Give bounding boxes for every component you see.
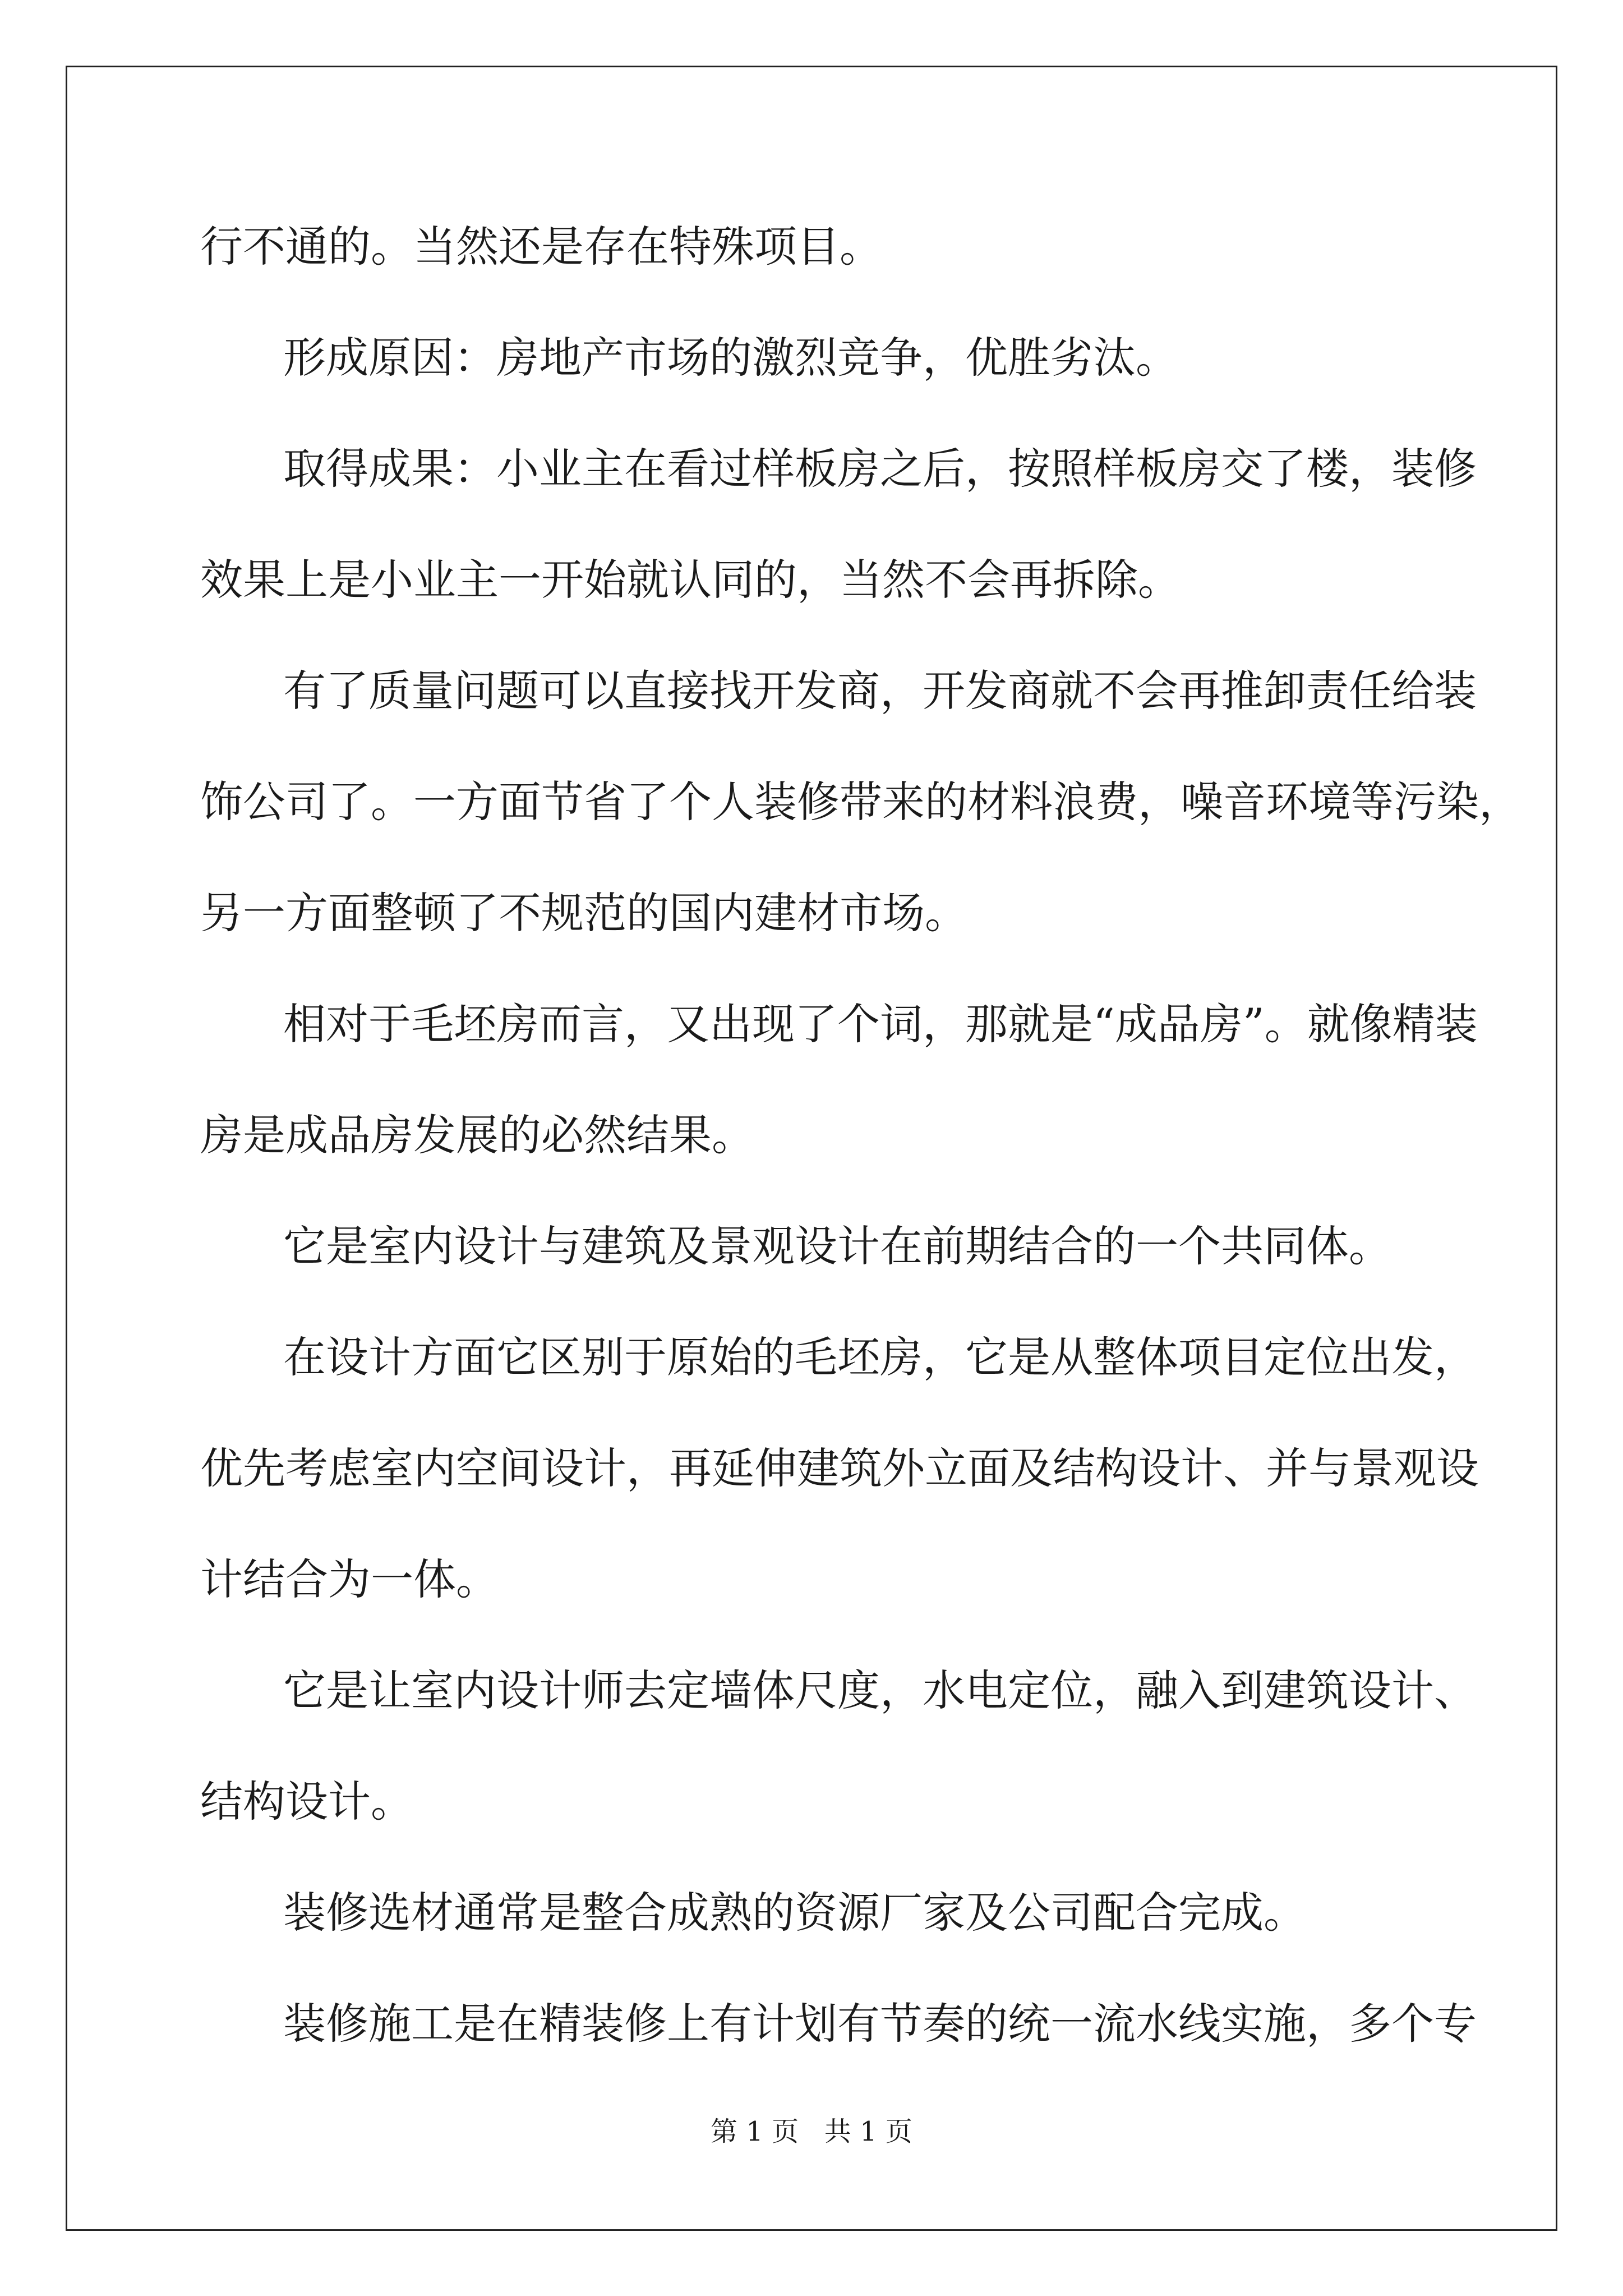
text-line: 有了质量问题可以直接找开发商，开发商就不会再推卸责任给装 xyxy=(283,666,1477,716)
text-line: 它是让室内设计师去定墙体尺度，水电定位，融入到建筑设计、 xyxy=(283,1665,1477,1715)
text-line: 结构设计。 xyxy=(200,1777,413,1826)
text-line: 装修施工是在精装修上有计划有节奏的统一流水线实施，多个专 xyxy=(283,1999,1477,2049)
text-line: 形成原因：房地产市场的激烈竞争，优胜劣汰。 xyxy=(283,333,1178,383)
text-line: 装修选材通常是整合成熟的资源厂家及公司配合完成。 xyxy=(283,1888,1306,1938)
text-line: 计结合为一体。 xyxy=(200,1554,499,1604)
text-line: 在设计方面它区别于原始的毛坯房，它是从整体项目定位出发， xyxy=(283,1332,1477,1382)
text-line: 另一方面整顿了不规范的国内建材市场。 xyxy=(200,888,967,938)
page-footer: 第 1 页 共 1 页 xyxy=(711,2116,912,2147)
text-line: 饰公司了。一方面节省了个人装修带来的材料浪费，噪音环境等污染， xyxy=(200,777,1521,827)
text-line: 效果上是小业主一开始就认同的，当然不会再拆除。 xyxy=(200,555,1181,605)
text-line: 优先考虑室内空间设计，再延伸建筑外立面及结构设计、并与景观设 xyxy=(200,1443,1479,1493)
text-line: 它是室内设计与建筑及景观设计在前期结合的一个共同体。 xyxy=(283,1221,1391,1271)
text-line: 相对于毛坯房而言，又出现了个词，那就是“成品房”。就像精装 xyxy=(283,999,1478,1049)
text-line: 行不通的。当然还是存在特殊项目。 xyxy=(200,222,882,272)
text-line: 取得成果：小业主在看过样板房之后，按照样板房交了楼，装修 xyxy=(283,444,1477,494)
document-body xyxy=(200,213,1521,2101)
text-line: 房是成品房发展的必然结果。 xyxy=(200,1110,754,1160)
